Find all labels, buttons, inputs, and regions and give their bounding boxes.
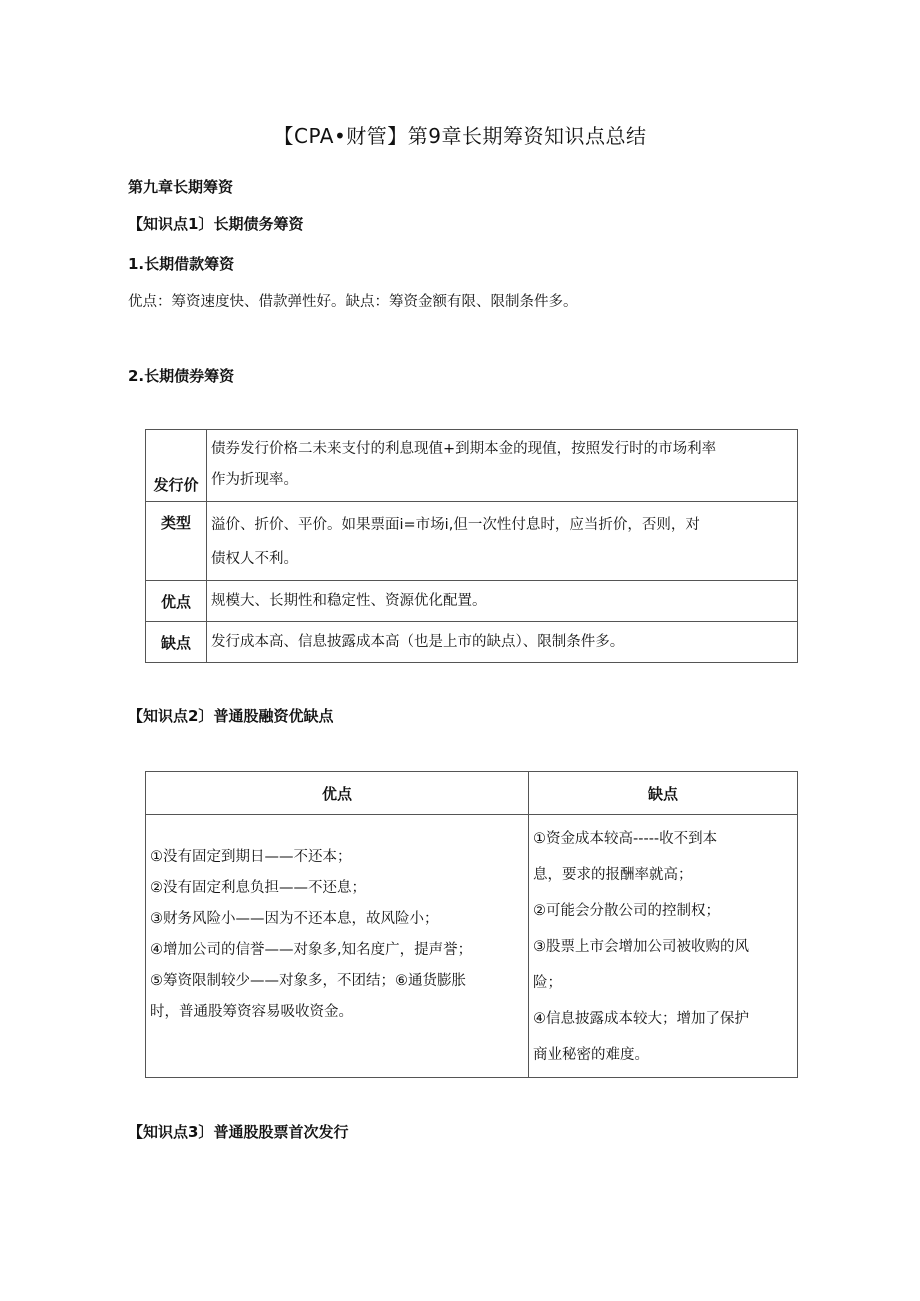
row-key: 缺点 (146, 622, 207, 663)
row-value (207, 622, 798, 663)
list-item: ⑤筹资限制较少——对象多，不团结；⑥通货膨胀 (150, 973, 466, 989)
kp3-heading: 【知识点3〕普通股股票首次发行 (128, 1123, 349, 1141)
list-item: 时，普通股筹资容易吸收资金。 (150, 1004, 353, 1020)
kp1-sub1-text: 优点：筹资速度快、借款弹性好。缺点：筹资金额有限、限制条件多。 (128, 294, 578, 310)
list-item: ①没有固定到期日——不还本； (150, 849, 352, 865)
list-item: ③财务风险小——因为不还本息，故风险小； (150, 911, 439, 927)
row-value-line: 规模大、长期性和稳定性、资源优化配置。 (211, 593, 487, 609)
table-header-row (146, 772, 798, 815)
table-row (146, 430, 798, 502)
row-key: 类型 (146, 502, 207, 581)
row-value-line: 债权人不利。 (211, 551, 298, 567)
list-item: ④增加公司的信誉——对象多,知名度广，提声誉； (150, 942, 473, 958)
row-value-line: 溢价、折价、平价。如果票面i=市场i,但一次性付息时，应当折价，否则，对 (211, 517, 700, 533)
page-title: 【CPA•财管】第9章长期筹资知识点总结 (273, 124, 647, 148)
row-value (207, 581, 798, 622)
row-value (207, 430, 798, 502)
kp1-sub1-heading: 1.长期借款筹资 (128, 255, 235, 273)
kp1-heading: 【知识点1〕长期债务筹资 (128, 215, 304, 233)
table-row (146, 502, 798, 581)
list-item: 险； (533, 975, 562, 991)
bond-financing-table (145, 429, 798, 663)
table-row (146, 815, 798, 1078)
list-item: ③股票上市会增加公司被收购的风 (533, 939, 749, 955)
list-item: ④信息披露成本较大；增加了保护 (533, 1011, 749, 1027)
list-item: ②没有固定利息负担——不还息； (150, 880, 366, 896)
cons-cell (529, 815, 798, 1078)
row-value-line: 作为折现率。 (211, 472, 298, 488)
row-value-line: 发行成本高、信息披露成本高（也是上市的缺点）、限制条件多。 (211, 634, 625, 650)
column-header-pros: 优点 (146, 772, 529, 815)
row-value-line: 债券发行价格二未来支付的利息现值+到期本金的现值，按照发行时的市场利率 (211, 441, 717, 457)
pros-cell (146, 815, 529, 1078)
table-row (146, 581, 798, 622)
row-value (207, 502, 798, 581)
list-item: ②可能会分散公司的控制权； (533, 903, 720, 919)
chapter-heading: 第九章长期筹资 (128, 178, 234, 196)
list-item: 息，要求的报酬率就高； (533, 867, 693, 883)
table-row (146, 622, 798, 663)
common-stock-table (145, 771, 798, 1078)
row-key: 发行价 (146, 430, 207, 502)
list-item: ①资金成本较高-----收不到本 (533, 831, 718, 847)
row-key: 优点 (146, 581, 207, 622)
column-header-cons: 缺点 (529, 772, 798, 815)
kp2-heading: 【知识点2〕普通股融资优缺点 (128, 707, 334, 725)
kp1-sub2-heading: 2.长期债券筹资 (128, 367, 235, 385)
list-item: 商业秘密的难度。 (533, 1047, 649, 1063)
